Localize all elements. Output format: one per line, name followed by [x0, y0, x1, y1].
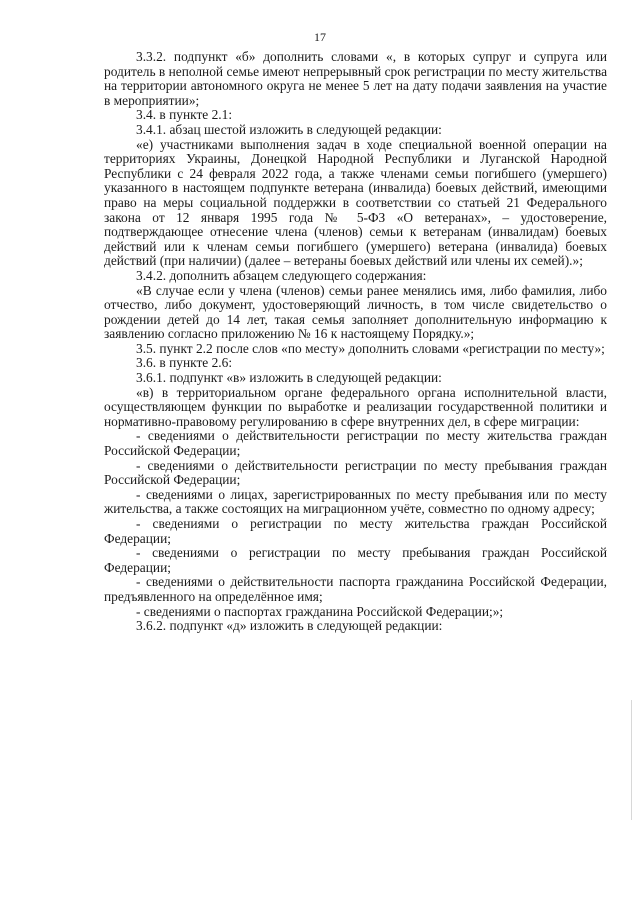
scan-margin-mark: [631, 700, 632, 820]
paragraph: 3.3.2. подпункт «б» дополнить словами «, в которых супруг и супруга или родитель в неполной семье имеют непрерывный срок регистрации по месту жительства на территории автономного округа не менее 5 лет на дату подачи заявления на участие в мероприятии»;: [104, 49, 608, 108]
paragraph: 3.6. в пункте 2.6:: [136, 355, 233, 371]
paragraph: 3.5. пункт 2.2 после слов «по месту» дополнить словами «регистрации по месту»;: [136, 340, 605, 356]
list-item: - сведениями о регистрации по месту пребывания граждан Российской Федерации;: [104, 545, 607, 575]
list-item: - сведениями о действительности регистрации по месту жительства граждан Российской Федерации;: [104, 428, 607, 459]
list-item: - сведениями о лицах, зарегистрированных по месту пребывания или по месту жительства, а также состоящих на миграционном учёте, совместно по одному адресу;: [104, 486, 607, 517]
paragraph: 3.4.1. абзац шестой изложить в следующей редакции:: [136, 121, 442, 137]
list-item: - сведениями о действительности паспорта гражданина Российской Федерации, предъявленного на определённое имя;: [104, 574, 607, 604]
paragraph: 3.6.2. подпункт «д» изложить в следующей редакции:: [136, 618, 443, 634]
list-item: - сведениями о действительности регистрации по месту пребывания граждан Российской Федерации;: [104, 457, 607, 488]
list-item: - сведениями о регистрации по месту жительства граждан Российской Федерации;: [104, 516, 607, 546]
list-item: - сведениями о паспортах гражданина Российской Федерации;»;: [136, 603, 504, 619]
document-body: [104, 50, 607, 634]
page-number: 17: [314, 30, 326, 44]
paragraph: 3.4. в пункте 2.1:: [136, 107, 233, 123]
paragraph: 3.6.1. подпункт «в» изложить в следующей редакции:: [136, 370, 442, 386]
paragraph: «в) в территориальном органе федерального органа исполнительной власти, осуществляющем функции по выработке и реализации государственной политики и нормативно-правовому регулированию в сфере внутренних дел, в сфере миграции:: [104, 384, 607, 429]
paragraph: 3.4.2. дополнить абзацем следующего содержания:: [136, 267, 427, 283]
paragraph: «е) участниками выполнения задач в ходе специальной военной операции на территориях Украины, Донецкой Народной Республики и Луганской Народной Республики с 24 февраля 2022 года, а также членами семьи погибшего (умершего) указанного в настоящем подпункте ветерана (инвалида) боевых действий, имеющими право на меры социальной поддержки в соответствии со статьей 21 Федерального закона от 12 января 1995 года № 5-ФЗ «О ветеранах», – удостоверение, подтверждающее отнесение члена (членов) семьи к ветеранам (инвалидам) боевых действий или к членам семьи погибшего (умершего) ветерана (инвалида) боевых действий (при наличии) (далее – ветераны боевых действий или члены их семей).»;: [104, 136, 607, 269]
paragraph: «В случае если у члена (членов) семьи ранее менялись имя, либо фамилия, либо отчество, либо документ, удостоверяющий личность, в том числе свидетельство о рождении детей до 14 лет, такая семья заполняет дополнительную информацию к заявлению согласно приложению № 16 к настоящему Порядку.»;: [104, 282, 607, 342]
